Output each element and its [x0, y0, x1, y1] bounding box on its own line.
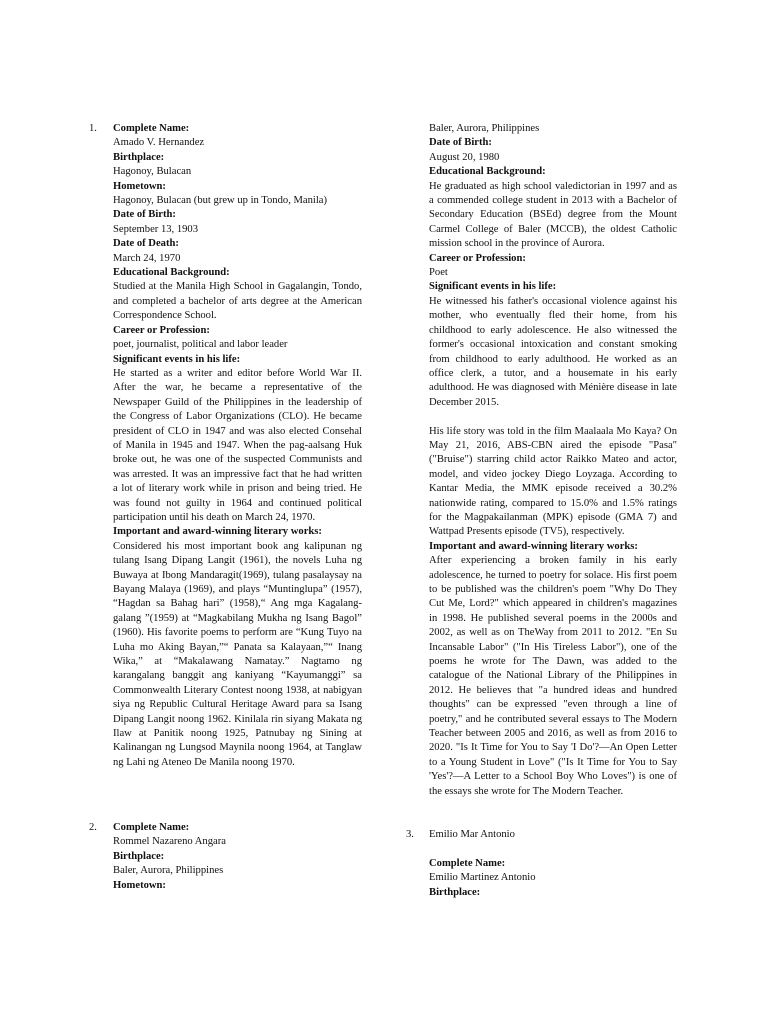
career-value: poet, journalist, political and labor leader: [113, 339, 288, 351]
complete-name-label: Complete Name:: [113, 822, 190, 833]
literary-works-text: Considered his most important book ang kalipunan ng tulang Isang Dipang Langit (1961), the novels Luha ng Buwaya at Ibong Mandaragit(1969), tulang pasalaysay na Bayang Malaya (1969), and plays “Muntinglupa” (1957), “Hagdan sa Bahag hari” (1958),“ Ang mga Kagalang-galang ”(1959) at “Magkabilang Mukha ng Isang Bagol” (1960). His favorite poems to perform are “Kung Tuyo na Luha mo Aking Bayan,”“ Panata sa Kalayaan,”“ Inang Wika,” at “Makalawang Namatay.” Nagtamo ng karangalang banggit ang kaniyang “Kayumanggi” sa Commonwealth Literary Contest noong 1938, at nabigyan siya ng Republic Cultural Heritage Award para sa Isang Dipang Langit noong 1962. Kinilala rin siyang Makata ng Ilaw at Panitik noong 1925, Patnubay ng Sining at Kalinangan ng Lungsod Maynila noong 1964, at Tanglaw ng Lahi ng Ateneo De Manila noong 1970.: [113, 540, 362, 768]
hometown-value: Hagonoy, Bulacan (but grew up in Tondo, Manila): [113, 195, 328, 207]
significant-events-label: Significant events in his life:: [113, 353, 241, 365]
birthplace-value: Baler, Aurora, Philippines: [113, 865, 224, 877]
entry-3-heading: Emilio Mar Antonio: [429, 829, 515, 840]
date-of-death-value: March 24, 1970: [113, 252, 181, 264]
complete-name-label: Complete Name:: [113, 123, 190, 134]
education-label: Educational Background:: [113, 267, 230, 279]
date-of-birth-value: September 13, 1903: [113, 223, 199, 235]
entry-3: [429, 828, 677, 900]
entry-2-continued: [429, 122, 677, 799]
significant-events-text: He witnessed his father's occasional violence against his mother, who eventually fled their home, from his childhood to early adolescence. He also witnessed the former's occasional intoxication and constant smoking from childhood to early adulthood. He worked as an office clerk, a tutor, and a housemate in his early adulthood. He was diagnosed with Ménière disease in late December 2015.: [429, 295, 677, 408]
hometown-label: Hometown:: [113, 180, 166, 192]
entry-1-number: 1.: [89, 123, 97, 134]
entry-3-number: 3.: [406, 829, 414, 840]
education-value: Studied at the Manila High School in Gagalangin, Tondo, and completed a bachelor of arts degree at the American Correspondence School.: [113, 281, 362, 322]
birthplace-label: Birthplace:: [113, 850, 165, 862]
date-of-birth-value: August 20, 1980: [429, 151, 500, 163]
complete-name-value: Rommel Nazareno Angara: [113, 836, 226, 848]
hometown-label: Hometown:: [113, 879, 166, 891]
complete-name-value: Emilio Martinez Antonio: [429, 872, 536, 884]
education-value: He graduated as high school valedictorian in 1997 and as a commended college student in 2013 with a Bachelor of Secondary Education (BSEd) degree from the Mount Carmel College of Baler (MCCB), the oldest Catholic mission school in the province of Aurora.: [429, 180, 677, 250]
date-of-birth-label: Date of Birth:: [429, 137, 492, 149]
literary-works-label: Important and award-winning literary works:: [429, 540, 638, 552]
date-of-death-label: Date of Death:: [113, 238, 179, 250]
significant-events-label: Significant events in his life:: [429, 281, 557, 293]
significant-events-text: He started as a writer and editor before World War II. After the war, he became a representative of the Newspaper Guild of the Philippines in the leadership of the Congress of Labor Organizations (CLO). He became president of CLO in 1947 and was also elected Consehal of Manila in 1945 and 1947. When the pag-aalsang Huk broke out, he was one of the suspected Communists and was arrested. It was an impressive fact that he had written a lot of literary work while in prison and being tried. He was found not guilty in 1964 and continued political participation until his death on March 24, 1970.: [113, 367, 362, 523]
literary-works-label: Important and award-winning literary works:: [113, 526, 322, 538]
paragraph-gap: [429, 842, 677, 856]
entry-2-start: [113, 821, 362, 893]
life-story-text: His life story was told in the film Maalaala Mo Kaya? On May 21, 2016, ABS-CBN aired the episode "Pasa" ("Bruise") starring child actor Raikko Mateo and actor, model, and video jockey Diego Loyzaga. According to Kantar Media, the MMK episode received a 30.2% nationwide rating, compared to 15.0% and 1.5% ratings for the Magpakailanman (MPK) episode (GMA 7) and Wattpad Presents episode (TV5), respectively.: [429, 425, 677, 538]
complete-name-value: Amado V. Hernandez: [113, 137, 205, 149]
education-label: Educational Background:: [429, 166, 546, 178]
birthplace-label: Birthplace:: [429, 886, 481, 898]
paragraph-gap: [429, 410, 677, 424]
hometown-value: Baler, Aurora, Philippines: [429, 123, 540, 134]
career-label: Career or Profession:: [113, 324, 210, 336]
birthplace-label: Birthplace:: [113, 151, 165, 163]
date-of-birth-label: Date of Birth:: [113, 209, 176, 221]
literary-works-text: After experiencing a broken family in his early adolescence, he turned to poetry for solace. His first poem to be published was the children's poem "Why Do They Cut Me, Lord?" which appeared in children's magazines in 1998. He published several poems in the 2000s and 2002, as well as on TheWay from 2011 to 2012. "En Su Incansable Labor" ("In His Tireless Labor"), one of the poems he wrote for The Dawn, was added to the catalogue of the National Library of the Philippines in 2012. He believes that "a hundred ideas and hundred thoughts" can be expressed "even through a line of poetry," and he contributed several essays to The Modern Teacher between 2005 and 2016, as well as from 2016 to 2020. "Is It Time for You to Say 'I Do'?—An Open Letter to a Young Student in Love" ("Is It Time for You to Say 'Yes'?—A Letter to a School Boy Who Loves") is one of the essays she wrote for The Modern Teacher.: [429, 555, 677, 797]
career-label: Career or Profession:: [429, 252, 526, 264]
career-value: Poet: [429, 267, 448, 279]
complete-name-label: Complete Name:: [429, 857, 506, 869]
entry-2-number: 2.: [89, 822, 97, 833]
entry-1: [113, 122, 362, 770]
birthplace-value: Hagonoy, Bulacan: [113, 166, 192, 178]
